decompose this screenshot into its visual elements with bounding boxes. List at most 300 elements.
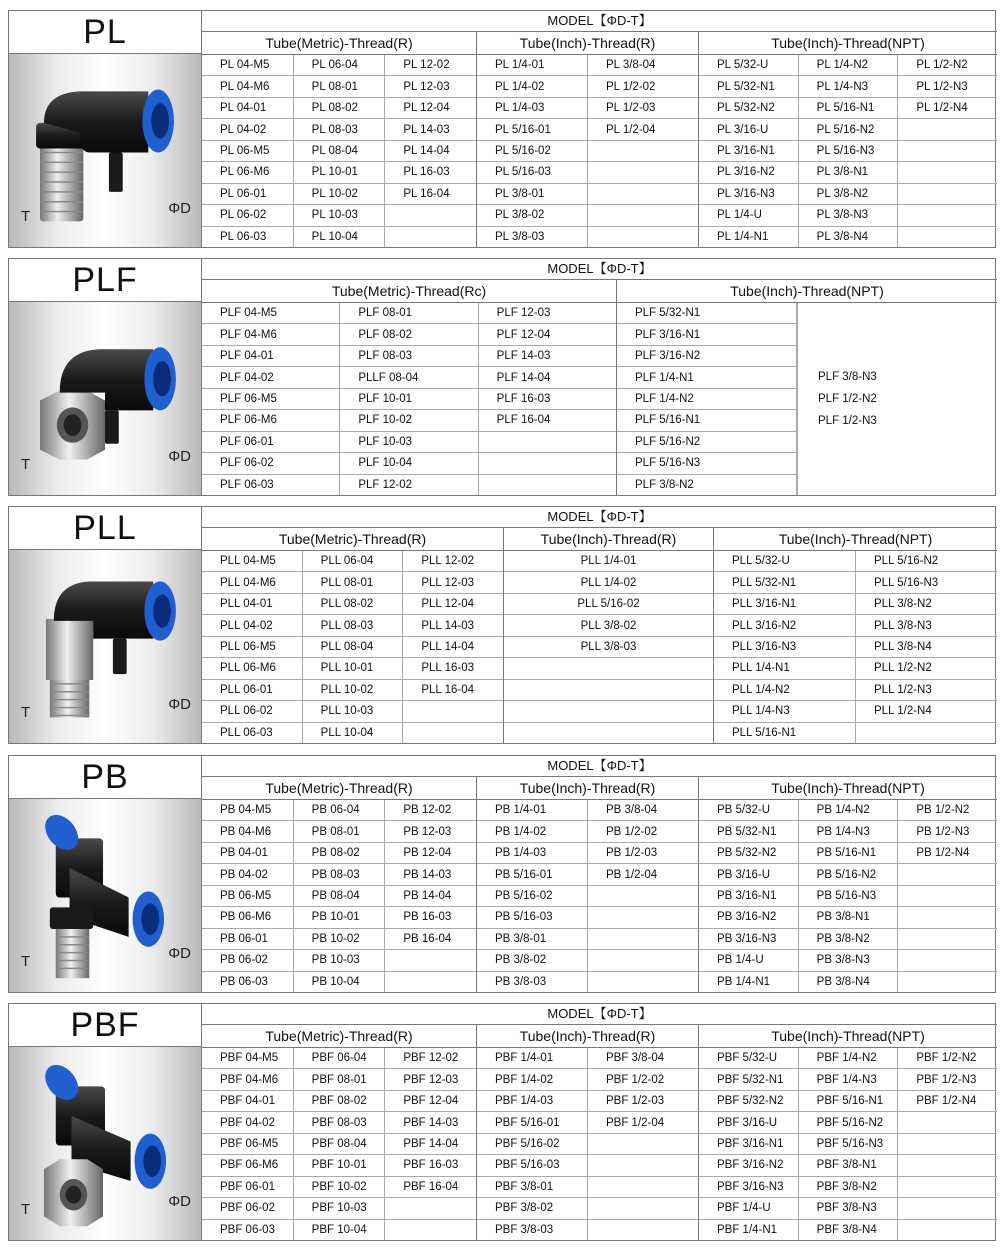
model-cell: PL 06-M5: [202, 141, 293, 162]
model-cell: PLL 1/4-N1: [714, 658, 855, 679]
model-cell: PL 3/8-01: [477, 184, 587, 205]
thread-label: T: [21, 704, 31, 721]
model-cell: [898, 1155, 997, 1176]
model-cell: PBF 08-04: [294, 1134, 385, 1155]
model-cell: PBF 06-04: [294, 1048, 385, 1069]
model-cell: PLF 04-M6: [202, 324, 339, 345]
tube-diameter-label: ΦD: [168, 1193, 191, 1210]
model-cell: PL 16-03: [385, 162, 476, 183]
model-cell: PBF 08-01: [294, 1069, 385, 1090]
model-cell: PBF 5/32-U: [699, 1048, 798, 1069]
model-cell: PLF 1/4-N2: [617, 389, 796, 410]
model-cell: PLL 5/16-N1: [732, 726, 797, 739]
model-cell: PBF 3/8-N3: [799, 1198, 898, 1219]
model-cell: PL 5/16-N3: [799, 141, 898, 162]
model-cell: [588, 141, 698, 162]
model-cell: PB 10-04: [311, 975, 360, 988]
group-header-row: [202, 280, 997, 303]
model-cell: PLF 12-04: [479, 324, 616, 345]
model-column: [898, 55, 997, 247]
model-cell: PLF 5/16-N1: [617, 410, 796, 431]
model-cell: PL 3/8-03: [495, 230, 545, 243]
model-cell: PLL 5/16-N2: [856, 551, 997, 572]
model-cell: PL 14-03: [385, 119, 476, 140]
model-cell: PL 1/4-03: [477, 98, 587, 119]
model-table: [202, 507, 997, 743]
model-cell: PL 5/32-N1: [699, 76, 798, 97]
tube-diameter-label: ΦD: [168, 200, 191, 217]
model-cell: PBF 5/16-01: [477, 1112, 587, 1133]
model-cell: PLL 12-02: [403, 551, 503, 572]
model-cell: [403, 723, 503, 743]
model-cell: PLF 3/8-N3: [818, 371, 877, 383]
model-cell: PB 5/32-N2: [699, 843, 798, 864]
model-cell: PB 5/16-N1: [799, 843, 898, 864]
model-cell: PLL 1/2-N4: [856, 701, 997, 722]
model-column: [699, 55, 799, 247]
model-cell: PLL 06-04: [303, 551, 403, 572]
model-cell: PLL 10-01: [303, 658, 403, 679]
model-cell: PBF 04-M6: [202, 1069, 293, 1090]
fitting-illustration: [9, 54, 201, 247]
model-cell: PL 3/8-04: [588, 55, 698, 76]
model-cell: PB 04-02: [202, 864, 293, 885]
model-cell: PLF 04-M5: [202, 303, 339, 324]
model-cell: PLL 04-01: [202, 594, 302, 615]
table-body: [202, 1048, 997, 1240]
model-cell: PBF 10-01: [294, 1155, 385, 1176]
model-header: MODEL【ΦD-T】: [202, 1004, 997, 1025]
model-cell: PB 5/32-N1: [699, 821, 798, 842]
model-column: [699, 800, 799, 992]
model-cell: PBF 14-04: [385, 1134, 476, 1155]
section-pll: [8, 506, 996, 744]
table-body: [202, 800, 997, 992]
model-cell: PBF 5/16-N2: [799, 1112, 898, 1133]
model-cell: PB 5/16-N2: [799, 864, 898, 885]
model-cell: PL 3/8-N3: [799, 205, 898, 226]
model-cell: PBF 06-03: [220, 1223, 275, 1236]
model-cell: PLF 04-02: [202, 367, 339, 388]
model-cell: PB 5/16-03: [477, 907, 587, 928]
group-header: Tube(Inch)-Thread(R): [477, 777, 699, 799]
product-title: PLL: [9, 507, 201, 550]
model-column: [477, 800, 588, 992]
group-header: Tube(Metric)-Thread(R): [202, 32, 477, 54]
model-cell: PL 10-02: [294, 184, 385, 205]
model-cell: [479, 475, 616, 495]
model-cell: PL 5/16-01: [477, 119, 587, 140]
model-cell: [588, 972, 698, 992]
model-cell: PB 06-04: [294, 800, 385, 821]
model-cell: PLL 14-03: [403, 615, 503, 636]
thread-label: T: [21, 1201, 31, 1218]
model-cell: [898, 972, 997, 992]
model-cell: PBF 10-04: [311, 1223, 367, 1236]
model-cell: PLL 5/32-N1: [714, 572, 855, 593]
model-header: MODEL【ΦD-T】: [202, 259, 997, 280]
tube-diameter-label: ΦD: [168, 448, 191, 465]
model-cell: PLL 10-04: [320, 726, 374, 739]
model-cell: PLF 06-M5: [202, 389, 339, 410]
model-cell: PLF 10-02: [340, 410, 477, 431]
model-cell: PBF 08-03: [294, 1112, 385, 1133]
model-cell: PLF 3/8-N2: [635, 478, 694, 491]
model-cell: PB 1/4-N2: [799, 800, 898, 821]
model-cell: PLL 10-02: [303, 680, 403, 701]
model-cell: [479, 453, 616, 474]
group-header-row: [202, 32, 997, 55]
model-cell: PLL 1/4-N3: [714, 701, 855, 722]
model-cell: [898, 1198, 997, 1219]
group-header: Tube(Metric)-Thread(R): [202, 1025, 477, 1047]
model-column: [294, 1048, 386, 1240]
tube-diameter-label: ΦD: [168, 945, 191, 962]
model-cell: [588, 1134, 698, 1155]
model-cell: PL 5/32-U: [699, 55, 798, 76]
model-cell: PB 06-03: [220, 975, 268, 988]
model-cell: PL 04-01: [202, 98, 293, 119]
model-column: [340, 303, 478, 495]
table-body: [202, 303, 997, 495]
model-cell: PLL 06-M6: [202, 658, 302, 679]
model-cell: PL 08-04: [294, 141, 385, 162]
model-cell: PLL 08-01: [303, 572, 403, 593]
model-cell: PLF 16-04: [479, 410, 616, 431]
model-cell: PBF 1/2-04: [588, 1112, 698, 1133]
product-panel: [9, 756, 202, 992]
model-cell: [898, 119, 997, 140]
model-cell: PB 3/16-U: [699, 864, 798, 885]
model-cell: PBF 1/4-N1: [717, 1223, 778, 1236]
model-cell: PB 3/8-02: [477, 950, 587, 971]
model-cell: PLL 04-02: [202, 615, 302, 636]
model-cell: PBF 12-04: [385, 1091, 476, 1112]
model-cell: PL 06-02: [202, 205, 293, 226]
model-cell: PL 06-04: [294, 55, 385, 76]
model-group: [202, 303, 617, 495]
model-cell: PL 04-M6: [202, 76, 293, 97]
section-pbf: [8, 1003, 996, 1241]
model-cell: PL 3/8-N1: [799, 162, 898, 183]
model-cell: PLF 06-02: [202, 453, 339, 474]
model-column: [202, 303, 340, 495]
model-column: [588, 55, 698, 247]
model-column: [202, 800, 294, 992]
model-cell: PB 10-01: [294, 907, 385, 928]
model-cell: PB 5/16-01: [477, 864, 587, 885]
model-table: [202, 1004, 997, 1240]
model-cell: PL 1/4-N3: [799, 76, 898, 97]
model-cell: PL 1/2-N2: [898, 55, 997, 76]
model-cell: PL 5/16-02: [477, 141, 587, 162]
model-cell: PBF 04-01: [202, 1091, 293, 1112]
model-cell: [588, 205, 698, 226]
model-group: [477, 55, 699, 247]
model-cell: PL 1/4-N2: [799, 55, 898, 76]
model-column: [617, 303, 797, 495]
product-panel: [9, 507, 202, 743]
thread-label: T: [21, 953, 31, 970]
tube-diameter-label: ΦD: [168, 696, 191, 713]
model-column: [699, 1048, 799, 1240]
model-cell: PLL 12-03: [403, 572, 503, 593]
model-header: MODEL【ΦD-T】: [202, 756, 997, 777]
model-cell: PLF 04-01: [202, 346, 339, 367]
extended-elbow-fitting-image: [9, 550, 201, 743]
model-cell: PB 12-03: [385, 821, 476, 842]
model-cell: PLF 5/16-N3: [617, 453, 796, 474]
fitting-illustration: [9, 550, 201, 743]
group-header: Tube(Inch)-Thread(R): [477, 1025, 699, 1047]
model-cell: PL 1/2-N3: [898, 76, 997, 97]
model-cell: PB 08-03: [294, 864, 385, 885]
group-header: Tube(Inch)-Thread(NPT): [730, 283, 884, 299]
model-cell: PB 1/2-03: [588, 843, 698, 864]
model-cell: PL 3/8-02: [477, 205, 587, 226]
model-cell: PLL 08-02: [303, 594, 403, 615]
model-column: [588, 800, 698, 992]
model-cell: PB 06-01: [202, 929, 293, 950]
model-cell: PLL 5/16-02: [504, 594, 713, 615]
model-cell: PLL 12-04: [403, 594, 503, 615]
model-cell: PL 1/4-N1: [717, 230, 769, 243]
model-cell: PLF 12-02: [358, 478, 413, 491]
model-cell: PL 1/4-01: [477, 55, 587, 76]
model-cell: [385, 1220, 476, 1240]
model-cell: PBF 1/4-02: [477, 1069, 587, 1090]
model-cell: PLF 3/16-N1: [617, 324, 796, 345]
model-cell: PLL 3/8-N3: [856, 615, 997, 636]
model-cell: [898, 950, 997, 971]
model-group: [202, 551, 504, 743]
section-pl: [8, 10, 996, 248]
thread-label: T: [21, 456, 31, 473]
group-header: Tube(Inch)-Thread(NPT): [778, 531, 933, 547]
model-cell: PL 16-04: [385, 184, 476, 205]
model-cell: PLL 08-03: [303, 615, 403, 636]
model-group: [504, 551, 714, 743]
model-cell: PL 3/8-N4: [816, 230, 869, 243]
model-cell: PBF 3/16-N1: [699, 1134, 798, 1155]
model-cell: [898, 162, 997, 183]
model-cell: PLF 08-02: [340, 324, 477, 345]
model-cell: PLL 06-01: [202, 680, 302, 701]
model-cell: PLL 3/16-N3: [714, 637, 855, 658]
model-cell: PB 3/8-03: [495, 975, 547, 988]
model-cell: PB 3/16-N3: [699, 929, 798, 950]
model-cell: PB 3/8-N1: [799, 907, 898, 928]
model-cell: PBF 06-02: [202, 1198, 293, 1219]
model-cell: PBF 16-04: [385, 1177, 476, 1198]
model-cell: PLLF 08-04: [340, 367, 477, 388]
section-plf: [8, 258, 996, 496]
model-cell: [588, 1198, 698, 1219]
model-cell: [856, 723, 997, 743]
model-cell: PL 5/32-N2: [699, 98, 798, 119]
model-cell: [898, 184, 997, 205]
model-group: [477, 1048, 699, 1240]
model-cell: [479, 432, 616, 453]
model-column: [479, 303, 616, 495]
model-cell: PLL 3/8-N2: [856, 594, 997, 615]
model-cell: PL 1/2-02: [588, 76, 698, 97]
model-cell: PBF 06-M6: [202, 1155, 293, 1176]
model-cell: PLL 5/16-N3: [856, 572, 997, 593]
model-cell: PL 3/8-N2: [799, 184, 898, 205]
model-cell: [385, 227, 476, 247]
model-cell: PLF 06-M6: [202, 410, 339, 431]
model-cell: PB 12-02: [385, 800, 476, 821]
model-cell: [898, 141, 997, 162]
model-cell: PBF 5/16-N3: [799, 1134, 898, 1155]
model-cell: PBF 5/16-N1: [799, 1091, 898, 1112]
model-cell: PLL 1/4-01: [504, 551, 713, 572]
model-cell: PBF 1/2-N2: [898, 1048, 997, 1069]
model-table: [202, 756, 997, 992]
model-column: [385, 800, 476, 992]
model-cell: PLL 1/4-02: [504, 572, 713, 593]
model-cell: PL 06-03: [220, 230, 267, 243]
model-cell: PLL 5/32-U: [714, 551, 855, 572]
model-cell: PLL 1/2-N2: [856, 658, 997, 679]
model-cell: PBF 1/4-N3: [799, 1069, 898, 1090]
model-cell: PB 1/2-02: [588, 821, 698, 842]
model-cell: PB 1/4-02: [477, 821, 587, 842]
model-cell: PBF 3/16-N2: [699, 1155, 798, 1176]
model-cell: PL 08-03: [294, 119, 385, 140]
model-cell: PBF 3/8-N1: [799, 1155, 898, 1176]
model-cell: PL 12-03: [385, 76, 476, 97]
product-title: PL: [9, 11, 201, 54]
model-column: [856, 551, 997, 743]
model-cell: PBF 5/16-02: [477, 1134, 587, 1155]
model-cell: PB 3/8-N2: [799, 929, 898, 950]
model-cell: [588, 886, 698, 907]
model-cell: PLF 5/16-N2: [617, 432, 796, 453]
model-cell: PLF 1/4-N1: [617, 367, 796, 388]
model-cell: PLL 16-04: [403, 680, 503, 701]
model-cell: [588, 1155, 698, 1176]
model-group: [699, 800, 997, 992]
model-column: [403, 551, 503, 743]
model-cell: PBF 1/2-N3: [898, 1069, 997, 1090]
model-cell: [504, 723, 713, 743]
product-title: PLF: [9, 259, 201, 302]
group-header: Tube(Inch)-Thread(NPT): [771, 780, 925, 796]
model-cell: [588, 227, 698, 247]
model-cell: PLF 1/2-N2: [818, 393, 877, 405]
model-cell: PLF 10-03: [340, 432, 477, 453]
thread-label: T: [21, 208, 31, 225]
model-cell: PB 14-04: [385, 886, 476, 907]
model-cell: [504, 680, 713, 701]
model-cell: PLF 1/2-N3: [818, 415, 877, 427]
model-group: [202, 800, 477, 992]
model-cell: PB 3/8-N4: [816, 975, 870, 988]
model-cell: [898, 929, 997, 950]
model-cell: PLL 3/8-03: [504, 637, 713, 658]
model-cell: [385, 972, 476, 992]
model-cell: PB 16-04: [385, 929, 476, 950]
model-cell: PL 12-04: [385, 98, 476, 119]
model-cell: PBF 1/4-N2: [799, 1048, 898, 1069]
model-column: [898, 800, 997, 992]
model-cell: PL 5/16-N2: [799, 119, 898, 140]
model-cell: PBF 5/16-03: [477, 1155, 587, 1176]
model-cell: [588, 162, 698, 183]
model-header: MODEL【ΦD-T】: [202, 507, 997, 528]
model-cell: PL 06-M6: [202, 162, 293, 183]
model-cell: [588, 907, 698, 928]
model-column: [303, 551, 404, 743]
group-header-row: [202, 1025, 997, 1048]
model-cell: PB 08-04: [294, 886, 385, 907]
model-cell: PBF 04-M5: [202, 1048, 293, 1069]
model-cell: PB 12-04: [385, 843, 476, 864]
model-cell: PL 3/16-N3: [699, 184, 798, 205]
model-cell: PLF 3/16-N2: [617, 346, 796, 367]
model-table: [202, 11, 997, 247]
model-cell: PLL 3/16-N1: [714, 594, 855, 615]
model-cell: PLF 06-03: [220, 478, 274, 491]
fitting-illustration: [9, 799, 201, 992]
model-column: [385, 55, 476, 247]
model-cell: PL 10-04: [311, 230, 358, 243]
model-cell: PLF 14-04: [479, 367, 616, 388]
model-column: [202, 55, 294, 247]
model-cell: PLF 08-01: [340, 303, 477, 324]
model-cell: PBF 12-03: [385, 1069, 476, 1090]
model-cell: [898, 227, 997, 247]
model-cell: PB 08-02: [294, 843, 385, 864]
model-cell: PBF 1/2-03: [588, 1091, 698, 1112]
model-table: [202, 259, 997, 495]
model-cell: PB 1/4-01: [477, 800, 587, 821]
model-column: [202, 1048, 294, 1240]
model-cell: PL 1/4-U: [699, 205, 798, 226]
model-cell: PLL 04-M6: [202, 572, 302, 593]
female-elbow-fitting-image: [9, 302, 201, 495]
model-cell: PL 08-02: [294, 98, 385, 119]
model-cell: [588, 950, 698, 971]
model-cell: PL 04-02: [202, 119, 293, 140]
model-cell: PB 1/2-N4: [898, 843, 997, 864]
model-cell: PL 5/16-N1: [799, 98, 898, 119]
model-cell: PLF 16-03: [479, 389, 616, 410]
model-cell: PL 1/2-04: [588, 119, 698, 140]
model-cell: PBF 08-02: [294, 1091, 385, 1112]
product-title: PBF: [9, 1004, 201, 1047]
model-column: [294, 800, 386, 992]
model-cell: PB 16-03: [385, 907, 476, 928]
model-cell: [504, 701, 713, 722]
model-cell: PL 1/4-02: [477, 76, 587, 97]
model-cell: [588, 184, 698, 205]
model-cell: PL 10-03: [294, 205, 385, 226]
model-cell: PB 5/16-N3: [799, 886, 898, 907]
model-cell: PB 1/2-N3: [898, 821, 997, 842]
table-body: [202, 55, 997, 247]
model-cell: PB 1/4-U: [699, 950, 798, 971]
model-cell: PB 10-03: [294, 950, 385, 971]
model-cell: PBF 3/8-01: [477, 1177, 587, 1198]
group-header: Tube(Metric)-Thread(R): [202, 528, 504, 550]
model-cell: PL 1/2-03: [588, 98, 698, 119]
fitting-illustration: [9, 1047, 201, 1240]
model-column: [504, 551, 713, 743]
model-cell: [385, 205, 476, 226]
